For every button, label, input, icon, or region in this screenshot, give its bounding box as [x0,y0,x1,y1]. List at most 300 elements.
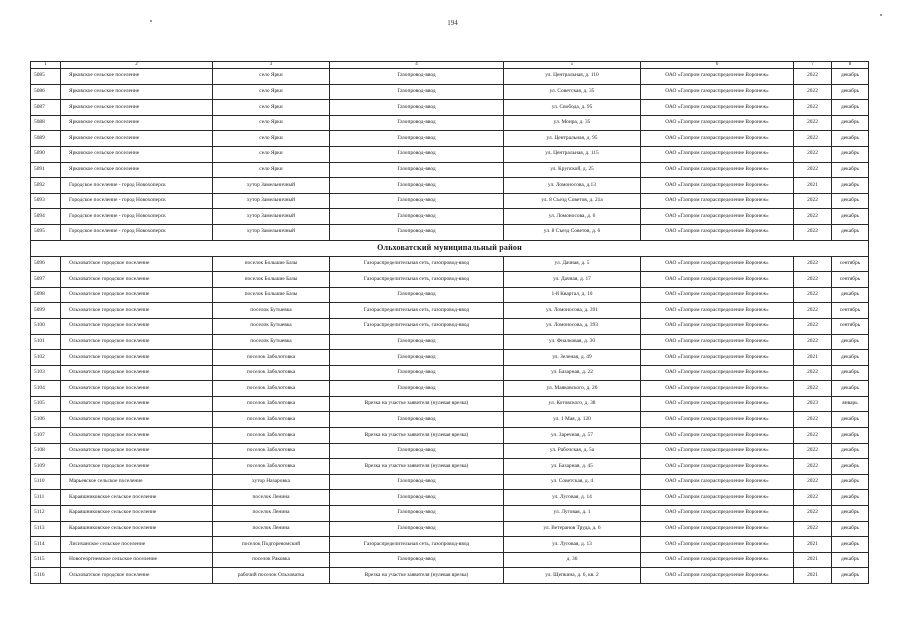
year-cell: 2022 [794,443,832,459]
locality-cell: поселок Заболотовка [213,428,330,444]
table-row [31,412,869,428]
locality-cell: поселок Заболотовка [213,365,330,381]
object-type-cell: Газопровод-ввод [330,412,504,428]
address-cell: ул. 8 Съезд Советов, д. 21а [504,193,641,209]
owner-organization-cell: ОАО «Газпром газораспределение Воронеж» [641,131,794,147]
address-cell: ул. Луговая, д. 14 [504,490,641,506]
year-cell: 2022 [794,428,832,444]
address-cell: ул. Советская, д. 35 [504,84,641,100]
locality-cell: село Ярки [213,100,330,116]
month-cell: декабрь [832,178,869,194]
object-type-cell: Газопровод-ввод [330,521,504,537]
owner-organization-cell: ОАО «Газпром газораспределение Воронеж» [641,303,794,319]
settlement-cell: Марьевское сельское поселение [61,474,213,490]
owner-organization-cell: ОАО «Газпром газораспределение Воронеж» [641,287,794,303]
row-number-cell: 5111 [31,490,61,506]
table-body-bottom [31,256,869,583]
settlement-cell: Ярковское сельское поселение [61,84,213,100]
table-row [31,568,869,584]
object-type-cell: Газопровод-ввод [330,443,504,459]
row-number-cell: 5104 [31,381,61,397]
settlement-cell: Ольховатское городское поселение [61,428,213,444]
address-cell: ул. Зеленая, д. 49 [504,350,641,366]
address-cell: ул. Базарная, д. 22 [504,365,641,381]
object-type-cell: Газопровод-ввод [330,69,504,85]
row-number-cell: 5090 [31,146,61,162]
column-number-6: 6 [641,62,794,69]
settlement-cell: Городское поселение - город Новохоперск [61,178,213,194]
address-cell: ул. Базарная, д. 45 [504,459,641,475]
object-type-cell: Газопровод-ввод [330,334,504,350]
address-cell: ул. Луговая, д. 1 [504,506,641,522]
year-cell: 2022 [794,193,832,209]
owner-organization-cell: ОАО «Газпром газораспределение Воронеж» [641,162,794,178]
column-number-3: 3 [213,62,330,69]
settlement-cell: Новогеоргиевское сельское поселение [61,552,213,568]
month-cell: декабрь [832,162,869,178]
settlement-cell: Ольховатское городское поселение [61,334,213,350]
month-cell: сентябрь [832,272,869,288]
object-type-cell: Газораспределительная сеть, газопровод-ввод [330,272,504,288]
object-type-cell: Газопровод-ввод [330,490,504,506]
table-row [31,224,869,240]
table-row [31,131,869,147]
object-type-cell: Газопровод-ввод [330,162,504,178]
address-cell: ул. Центральная, д. 95 [504,131,641,147]
address-cell: ул. Щепкина, д. 6, кв. 2 [504,568,641,584]
row-number-cell: 5099 [31,303,61,319]
locality-cell: поселок Ленина [213,506,330,522]
locality-cell: поселок Заболотовка [213,459,330,475]
owner-organization-cell: ОАО «Газпром газораспределение Воронеж» [641,146,794,162]
owner-organization-cell: ОАО «Газпром газораспределение Воронеж» [641,272,794,288]
object-type-cell: Газораспределительная сеть, газопровод-ввод [330,537,504,553]
row-number-cell: 5086 [31,84,61,100]
table-row [31,381,869,397]
table-row [31,303,869,319]
locality-cell: хутор Замельничный [213,178,330,194]
year-cell: 2021 [794,552,832,568]
object-type-cell: Газопровод-ввод [330,178,504,194]
table-row [31,490,869,506]
column-number-4: 4 [330,62,504,69]
owner-organization-cell: ОАО «Газпром газораспределение Воронеж» [641,537,794,553]
object-type-cell: Газораспределительная сеть, газопровод-ввод [330,318,504,334]
month-cell: декабрь [832,69,869,85]
owner-organization-cell: ОАО «Газпром газораспределение Воронеж» [641,396,794,412]
table-row [31,459,869,475]
table-row [31,474,869,490]
table-row [31,521,869,537]
object-type-cell: Врезка на участке заявителя (нулевая врезка) [330,396,504,412]
table-row [31,115,869,131]
address-cell: ул. Центральная, д. 110 [504,69,641,85]
table-row [31,193,869,209]
settlement-cell: Ольховатское городское поселение [61,365,213,381]
owner-organization-cell: ОАО «Газпром газораспределение Воронеж» [641,193,794,209]
settlement-cell: Ольховатское городское поселение [61,318,213,334]
settlement-cell: Ольховатское городское поселение [61,568,213,584]
settlement-cell: Ольховатское городское поселение [61,443,213,459]
month-cell: декабрь [832,428,869,444]
object-type-cell: Газопровод-ввод [330,209,504,225]
month-cell: декабрь [832,443,869,459]
table-row [31,334,869,350]
year-cell: 2022 [794,272,832,288]
locality-cell: поселок Подгоревомский [213,537,330,553]
owner-organization-cell: ОАО «Газпром газораспределение Воронеж» [641,490,794,506]
settlement-cell: Ольховатское городское поселение [61,350,213,366]
owner-organization-cell: ОАО «Газпром газораспределение Воронеж» [641,100,794,116]
locality-cell: поселок Большие Базы [213,287,330,303]
month-cell: декабрь [832,568,869,584]
settlement-cell: Ольховатское городское поселение [61,412,213,428]
year-cell: 2022 [794,381,832,397]
year-cell: 2022 [794,287,832,303]
settlement-cell: Ольховатское городское поселение [61,303,213,319]
owner-organization-cell: ОАО «Газпром газораспределение Воронеж» [641,209,794,225]
settlement-cell: Ольховатское городское поселение [61,396,213,412]
address-cell: ул. Крупской, д. 25 [504,162,641,178]
table-body-top [31,69,869,241]
object-type-cell: Врезка на участке заявителя (нулевая врезка) [330,568,504,584]
settlement-cell: Ольховатское городское поселение [61,381,213,397]
locality-cell: хутор Назаровка [213,474,330,490]
owner-organization-cell: ОАО «Газпром газораспределение Воронеж» [641,178,794,194]
address-cell: ул. Дачная, д. 17 [504,272,641,288]
year-cell: 2022 [794,146,832,162]
column-number-header-row [31,62,869,69]
locality-cell: поселок Заболотовка [213,350,330,366]
month-cell: декабрь [832,474,869,490]
locality-cell: село Ярки [213,69,330,85]
row-number-cell: 5089 [31,131,61,147]
address-cell: ул. Свобода, д. 95 [504,100,641,116]
locality-cell: село Ярки [213,131,330,147]
row-number-cell: 5107 [31,428,61,444]
section-title: Ольховатский муниципальный район [31,240,869,256]
month-cell: декабрь [832,490,869,506]
column-number-1: 1 [31,62,61,69]
page-number: 194 [447,19,458,27]
address-cell: ул. Советская, д. 4 [504,474,641,490]
year-cell: 2022 [794,224,832,240]
locality-cell: поселок Раковка [213,552,330,568]
gasification-table [30,61,869,584]
object-type-cell: Врезка на участке заявителя (нулевая врезка) [330,459,504,475]
table-row [31,100,869,116]
owner-organization-cell: ОАО «Газпром газораспределение Воронеж» [641,115,794,131]
month-cell: декабрь [832,131,869,147]
row-number-cell: 5109 [31,459,61,475]
owner-organization-cell: ОАО «Газпром газораспределение Воронеж» [641,224,794,240]
row-number-cell: 5095 [31,224,61,240]
row-number-cell: 5091 [31,162,61,178]
object-type-cell: Газопровод-ввод [330,224,504,240]
year-cell: 2022 [794,162,832,178]
year-cell: 2022 [794,490,832,506]
row-number-cell: 5106 [31,412,61,428]
object-type-cell: Газопровод-ввод [330,131,504,147]
object-type-cell: Газопровод-ввод [330,350,504,366]
address-cell: ул. Центральная, д. 115 [504,146,641,162]
table-row [31,178,869,194]
table-row [31,428,869,444]
locality-cell: поселок Ленина [213,521,330,537]
object-type-cell: Газопровод-ввод [330,506,504,522]
address-cell: ул. Рабочская, д. 5а [504,443,641,459]
year-cell: 2022 [794,256,832,272]
table-row [31,272,869,288]
month-cell: декабрь [832,459,869,475]
owner-organization-cell: ОАО «Газпром газораспределение Воронеж» [641,318,794,334]
owner-organization-cell: ОАО «Газпром газораспределение Воронеж» [641,474,794,490]
object-type-cell: Врезка на участке заявителя (нулевая врезка) [330,428,504,444]
month-cell: декабрь [832,146,869,162]
locality-cell: хутор Замельничный [213,209,330,225]
month-cell: декабрь [832,521,869,537]
locality-cell: поселок Бутыевка [213,318,330,334]
year-cell: 2022 [794,506,832,522]
row-number-cell: 5088 [31,115,61,131]
owner-organization-cell: ОАО «Газпром газораспределение Воронеж» [641,365,794,381]
owner-organization-cell: ОАО «Газпром газораспределение Воронеж» [641,521,794,537]
owner-organization-cell: ОАО «Газпром газораспределение Воронеж» [641,552,794,568]
month-cell: декабрь [832,412,869,428]
row-number-cell: 5085 [31,69,61,85]
row-number-cell: 5102 [31,350,61,366]
scan-dot-mark [150,20,152,22]
locality-cell: поселок Бутыевка [213,334,330,350]
object-type-cell: Газопровод-ввод [330,100,504,116]
year-cell: 2022 [794,334,832,350]
year-cell: 2022 [794,318,832,334]
table-row [31,256,869,272]
locality-cell: поселок Большие Базы [213,256,330,272]
year-cell: 2022 [794,115,832,131]
month-cell: декабрь [832,224,869,240]
year-cell: 2022 [794,69,832,85]
settlement-cell: Ольховатское городское поселение [61,287,213,303]
month-cell: декабрь [832,552,869,568]
month-cell: январь [832,396,869,412]
settlement-cell: Ярковское сельское поселение [61,146,213,162]
settlement-cell: Городское поселение - город Новохоперск [61,193,213,209]
object-type-cell: Газопровод-ввод [330,365,504,381]
settlement-cell: Ярковское сельское поселение [61,100,213,116]
locality-cell: рабочий поселок Ольховатка [213,568,330,584]
settlement-cell: Ярковское сельское поселение [61,162,213,178]
year-cell: 2021 [794,537,832,553]
address-cell: 1-й Квартал, д. 10 [504,287,641,303]
row-number-cell: 5098 [31,287,61,303]
row-number-cell: 5110 [31,474,61,490]
year-cell: 2023 [794,396,832,412]
settlement-cell: Ольховатское городское поселение [61,459,213,475]
owner-organization-cell: ОАО «Газпром газораспределение Воронеж» [641,84,794,100]
row-number-cell: 5087 [31,100,61,116]
settlement-cell: Ярковское сельское поселение [61,115,213,131]
address-cell: ул. Ветеранов Труда, д. 6 [504,521,641,537]
year-cell: 2022 [794,365,832,381]
month-cell: сентябрь [832,303,869,319]
locality-cell: поселок Заболотовка [213,412,330,428]
object-type-cell: Газораспределительная сеть, газопровод-ввод [330,256,504,272]
month-cell: декабрь [832,193,869,209]
address-cell: ул. 1 Мая, д. 120 [504,412,641,428]
object-type-cell: Газопровод-ввод [330,287,504,303]
table-row [31,69,869,85]
table-row [31,506,869,522]
table-row [31,365,869,381]
month-cell: декабрь [832,350,869,366]
year-cell: 2022 [794,412,832,428]
address-cell: ул. Маяковского, д. 26 [504,381,641,397]
locality-cell: поселок Заболотовка [213,381,330,397]
address-cell: ул. Моира, д. 35 [504,115,641,131]
row-number-cell: 5105 [31,396,61,412]
locality-cell: село Ярки [213,84,330,100]
column-number-8: 8 [832,62,869,69]
address-cell: ул. Ломоносова, д.13 [504,178,641,194]
table-row [31,552,869,568]
settlement-cell: Караяшниковское сельское поселение [61,490,213,506]
table-row [31,287,869,303]
table-row [31,84,869,100]
locality-cell: поселок Ленина [213,490,330,506]
month-cell: декабрь [832,506,869,522]
year-cell: 2022 [794,131,832,147]
owner-organization-cell: ОАО «Газпром газораспределение Воронеж» [641,69,794,85]
settlement-cell: Ярковское сельское поселение [61,69,213,85]
address-cell: ул. 8 Съезд Советов, д. 6 [504,224,641,240]
object-type-cell: Газопровод-ввод [330,193,504,209]
row-number-cell: 5114 [31,537,61,553]
table-row [31,443,869,459]
column-number-2: 2 [61,62,213,69]
month-cell: декабрь [832,365,869,381]
section-header-body [31,240,869,256]
year-cell: 2022 [794,100,832,116]
settlement-cell: Караяшниковское сельское поселение [61,521,213,537]
object-type-cell: Газопровод-ввод [330,115,504,131]
row-number-cell: 5093 [31,193,61,209]
gasification-table-container [30,61,868,584]
row-number-cell: 5094 [31,209,61,225]
locality-cell: село Ярки [213,115,330,131]
row-number-cell: 5097 [31,272,61,288]
year-cell: 2022 [794,303,832,319]
owner-organization-cell: ОАО «Газпром газораспределение Воронеж» [641,428,794,444]
year-cell: 2021 [794,350,832,366]
year-cell: 2021 [794,568,832,584]
row-number-cell: 5100 [31,318,61,334]
row-number-cell: 5092 [31,178,61,194]
row-number-cell: 5103 [31,365,61,381]
owner-organization-cell: ОАО «Газпром газораспределение Воронеж» [641,459,794,475]
month-cell: декабрь [832,115,869,131]
settlement-cell: Городское поселение - город Новохоперск [61,209,213,225]
settlement-cell: Городское поселение - город Новохоперск [61,224,213,240]
address-cell: ул. Фиалковая, д. 30 [504,334,641,350]
owner-organization-cell: ОАО «Газпром газораспределение Воронеж» [641,443,794,459]
month-cell: декабрь [832,537,869,553]
address-cell: ул. Луговая, д. 13 [504,537,641,553]
locality-cell: поселок Бутыевка [213,303,330,319]
section-header-row [31,240,869,256]
object-type-cell: Газопровод-ввод [330,381,504,397]
settlement-cell: Ольховатское городское поселение [61,272,213,288]
owner-organization-cell: ОАО «Газпром газораспределение Воронеж» [641,381,794,397]
year-cell: 2022 [794,84,832,100]
address-cell: ул. Ломоносова, д. 393 [504,318,641,334]
owner-organization-cell: ОАО «Газпром газораспределение Воронеж» [641,256,794,272]
settlement-cell: Ольховатское городское поселение [61,256,213,272]
month-cell: сентябрь [832,256,869,272]
owner-organization-cell: ОАО «Газпром газораспределение Воронеж» [641,506,794,522]
locality-cell: хутор Замельничный [213,224,330,240]
address-cell: ул. Котовского, д. 38 [504,396,641,412]
year-cell: 2021 [794,178,832,194]
row-number-cell: 5115 [31,552,61,568]
locality-cell: село Ярки [213,146,330,162]
row-number-cell: 5108 [31,443,61,459]
year-cell: 2022 [794,474,832,490]
month-cell: декабрь [832,209,869,225]
settlement-cell: Ярковское сельское поселение [61,131,213,147]
table-row [31,209,869,225]
locality-cell: поселок Большие Базы [213,272,330,288]
year-cell: 2022 [794,209,832,225]
locality-cell: хутор Замельничный [213,193,330,209]
row-number-cell: 5096 [31,256,61,272]
month-cell: декабрь [832,100,869,116]
settlement-cell: Лисичанское сельское поселение [61,537,213,553]
month-cell: декабрь [832,381,869,397]
month-cell: сентябрь [832,318,869,334]
table-row [31,396,869,412]
row-number-cell: 5101 [31,334,61,350]
column-number-7: 7 [794,62,832,69]
address-cell: ул. Ломоносова, д. 391 [504,303,641,319]
owner-organization-cell: ОАО «Газпром газораспределение Воронеж» [641,334,794,350]
object-type-cell: Газопровод-ввод [330,474,504,490]
column-number-5: 5 [504,62,641,69]
owner-organization-cell: ОАО «Газпром газораспределение Воронеж» [641,568,794,584]
table-row [31,162,869,178]
scan-dot-mark [880,14,882,16]
object-type-cell: Газопровод-ввод [330,552,504,568]
address-cell: ул. Ломоносова, д. 6 [504,209,641,225]
object-type-cell: Газораспределительная сеть, газопровод-ввод [330,303,504,319]
year-cell: 2022 [794,521,832,537]
locality-cell: поселок Заболотовка [213,443,330,459]
locality-cell: поселок Заболотовка [213,396,330,412]
row-number-cell: 5112 [31,506,61,522]
address-cell: д. 36 [504,552,641,568]
month-cell: декабрь [832,287,869,303]
locality-cell: село Ярки [213,162,330,178]
object-type-cell: Газопровод-ввод [330,146,504,162]
settlement-cell: Караяшниковское сельское поселение [61,506,213,522]
month-cell: декабрь [832,334,869,350]
year-cell: 2022 [794,459,832,475]
object-type-cell: Газопровод-ввод [330,84,504,100]
address-cell: ул. Заречная, д. 57 [504,428,641,444]
row-number-cell: 5113 [31,521,61,537]
address-cell: ул. Дачная, д. 5 [504,256,641,272]
row-number-cell: 5116 [31,568,61,584]
